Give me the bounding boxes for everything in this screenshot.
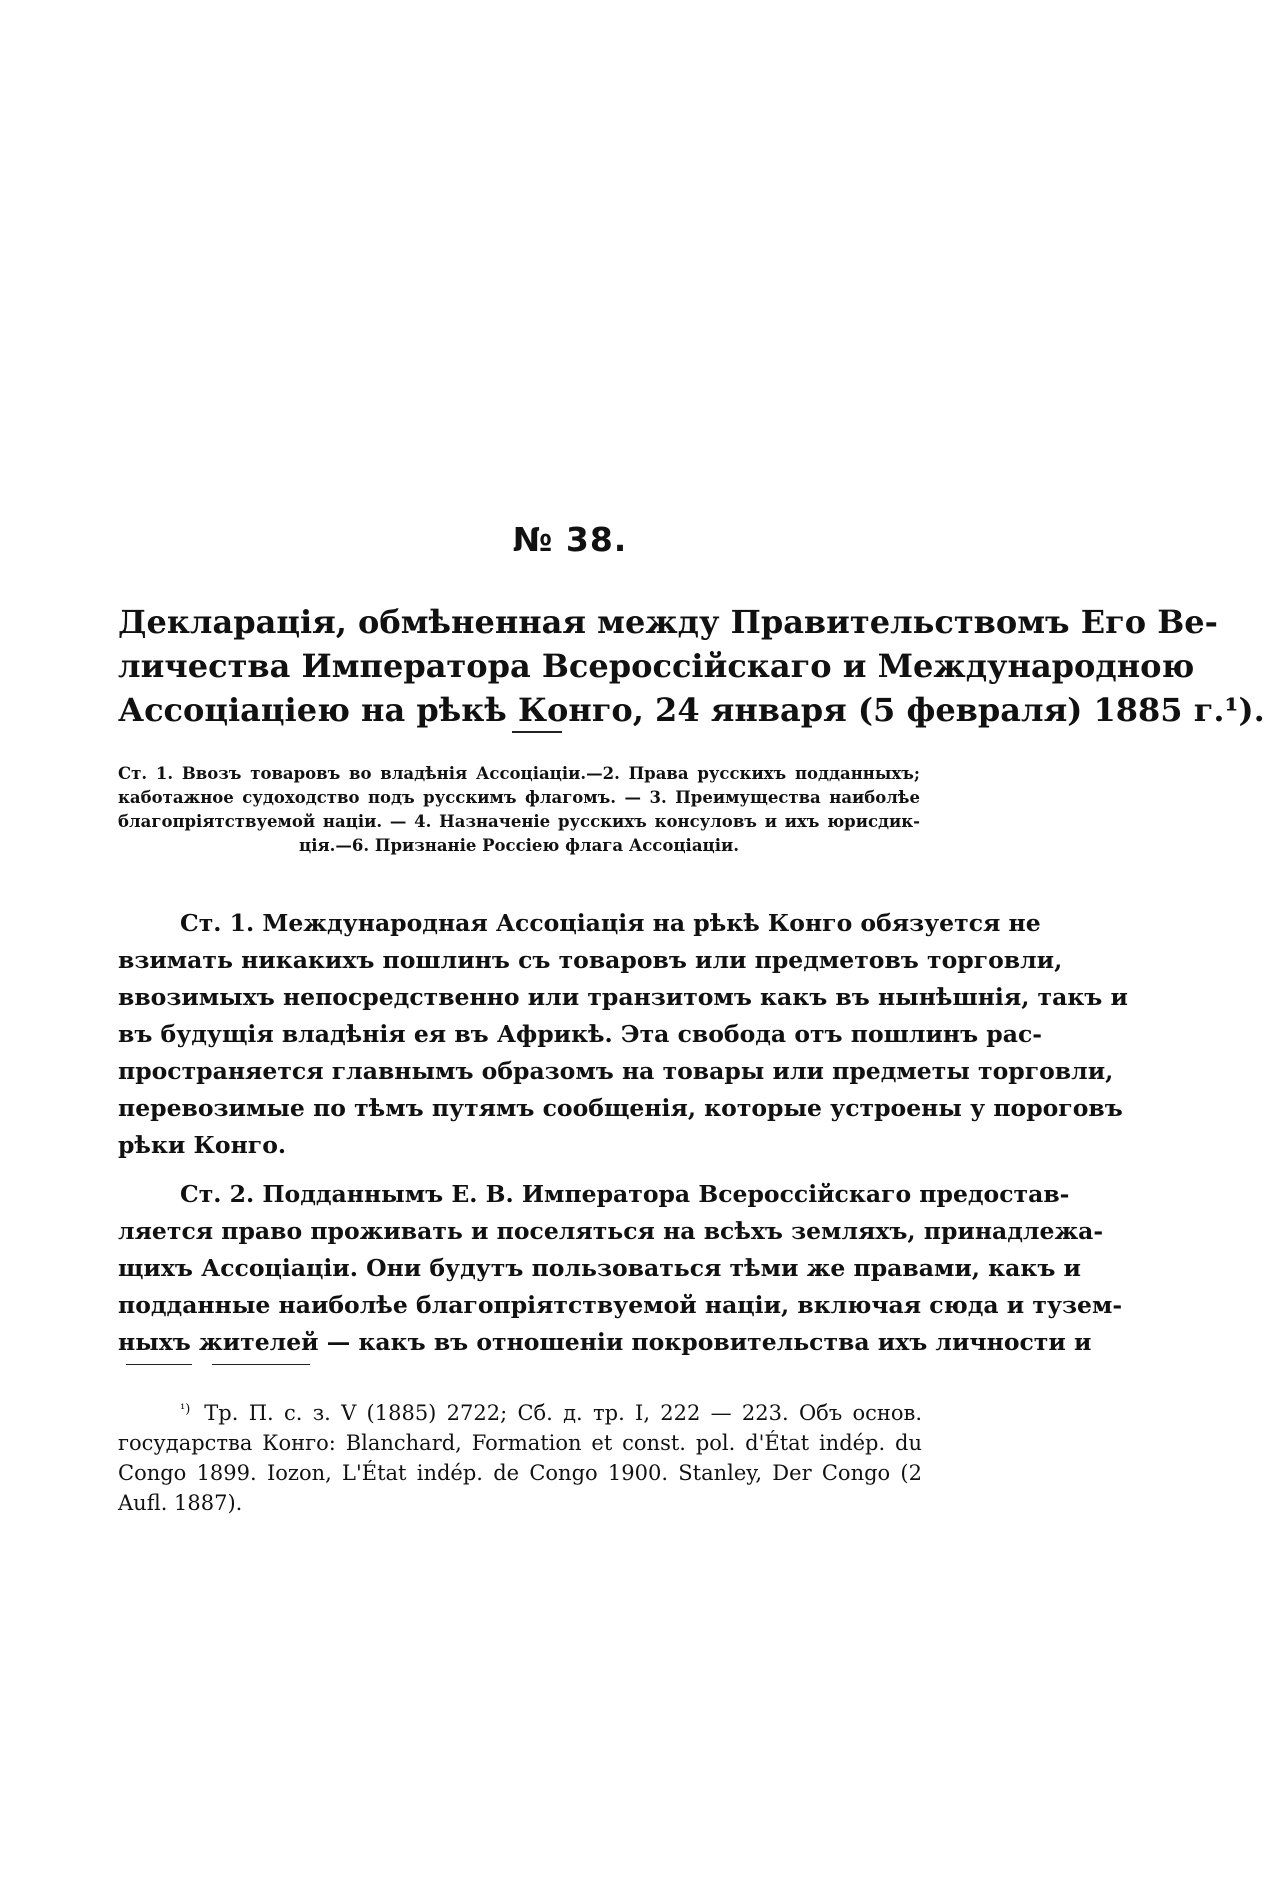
footnote-line: $^{^1)}$ Тр. П. с. з. V (1885) 2722; Сб. д. тр. I, 222 — 223. Объ основ. xyxy=(180,1401,922,1425)
article-line: Ст. 1. Международная Ассоціація на рѣкѣ Конго обязуется не xyxy=(180,909,1041,937)
title-line: Декларація, обмѣненная между Правительствомъ Его Ве- xyxy=(118,603,1218,641)
footnote-separator xyxy=(212,1364,310,1365)
declaration-title xyxy=(118,600,1265,732)
article-2 xyxy=(118,1176,1123,1361)
article-line: перевозимые по тѣмъ путямъ сообщенія, которые устроены у пороговъ xyxy=(118,1094,1123,1122)
footnote-line: Aufl. 1887). xyxy=(118,1491,243,1515)
title-divider xyxy=(512,731,562,733)
article-line: щихъ Ассоціаціи. Они будутъ пользоваться тѣми же правами, какъ и xyxy=(118,1254,1081,1282)
article-line: Ст. 2. Подданнымъ Е. В. Императора Всероссійскаго предостав- xyxy=(180,1180,1070,1208)
footnote xyxy=(118,1395,922,1518)
document-number: № 38. xyxy=(512,520,628,559)
article-1 xyxy=(118,905,1128,1164)
article-line: взимать никакихъ пошлинъ съ товаровъ или предметовъ торговли, xyxy=(118,946,1063,974)
summary-line: каботажное судоходство подъ русскимъ флагомъ. — 3. Преимущества наиболѣе xyxy=(118,788,920,807)
footnote-marker: ¹) xyxy=(180,1402,191,1417)
article-line: рѣки Конго. xyxy=(118,1131,287,1159)
declaration-body xyxy=(118,905,1128,1361)
summary-line: благопріятствуемой націи. — 4. Назначеніе русскихъ консуловъ и ихъ юрисдик- xyxy=(118,812,920,831)
article-line: пространяется главнымъ образомъ на товары или предметы торговли, xyxy=(118,1057,1114,1085)
summary-line: Ст. 1. Ввозъ товаровъ во владѣнія Ассоціаціи.—2. Права русскихъ подданныхъ; xyxy=(118,764,920,783)
footnote-line: государства Конго: Blanchard, Formation et const. pol. d'État indép. du xyxy=(118,1431,922,1455)
footnote-separator xyxy=(126,1364,192,1365)
title-line: Ассоціаціею на рѣкѣ Конго, 24 января (5 февраля) 1885 г.¹). xyxy=(118,691,1265,729)
summary-line: ція.—6. Признаніе Россіею флага Ассоціаціи. xyxy=(299,836,739,855)
article-line: ввозимыхъ непосредственно или транзитомъ какъ въ нынѣшнія, такъ и xyxy=(118,983,1128,1011)
article-line: ныхъ жителей — какъ въ отношеніи покровительства ихъ личности и xyxy=(118,1328,1092,1356)
contents-summary xyxy=(118,762,920,858)
article-line: ляется право проживать и поселяться на всѣхъ земляхъ, принадлежа- xyxy=(118,1217,1104,1245)
footnote-line: Congo 1899. Iozon, L'État indép. de Congo 1900. Stanley, Der Congo (2 xyxy=(118,1461,922,1485)
title-line: личества Императора Всероссійскаго и Международною xyxy=(118,647,1195,685)
article-line: подданные наиболѣе благопріятствуемой націи, включая сюда и тузем- xyxy=(118,1291,1123,1319)
article-line: въ будущія владѣнія ея въ Африкѣ. Эта свобода отъ пошлинъ рас- xyxy=(118,1020,1043,1048)
